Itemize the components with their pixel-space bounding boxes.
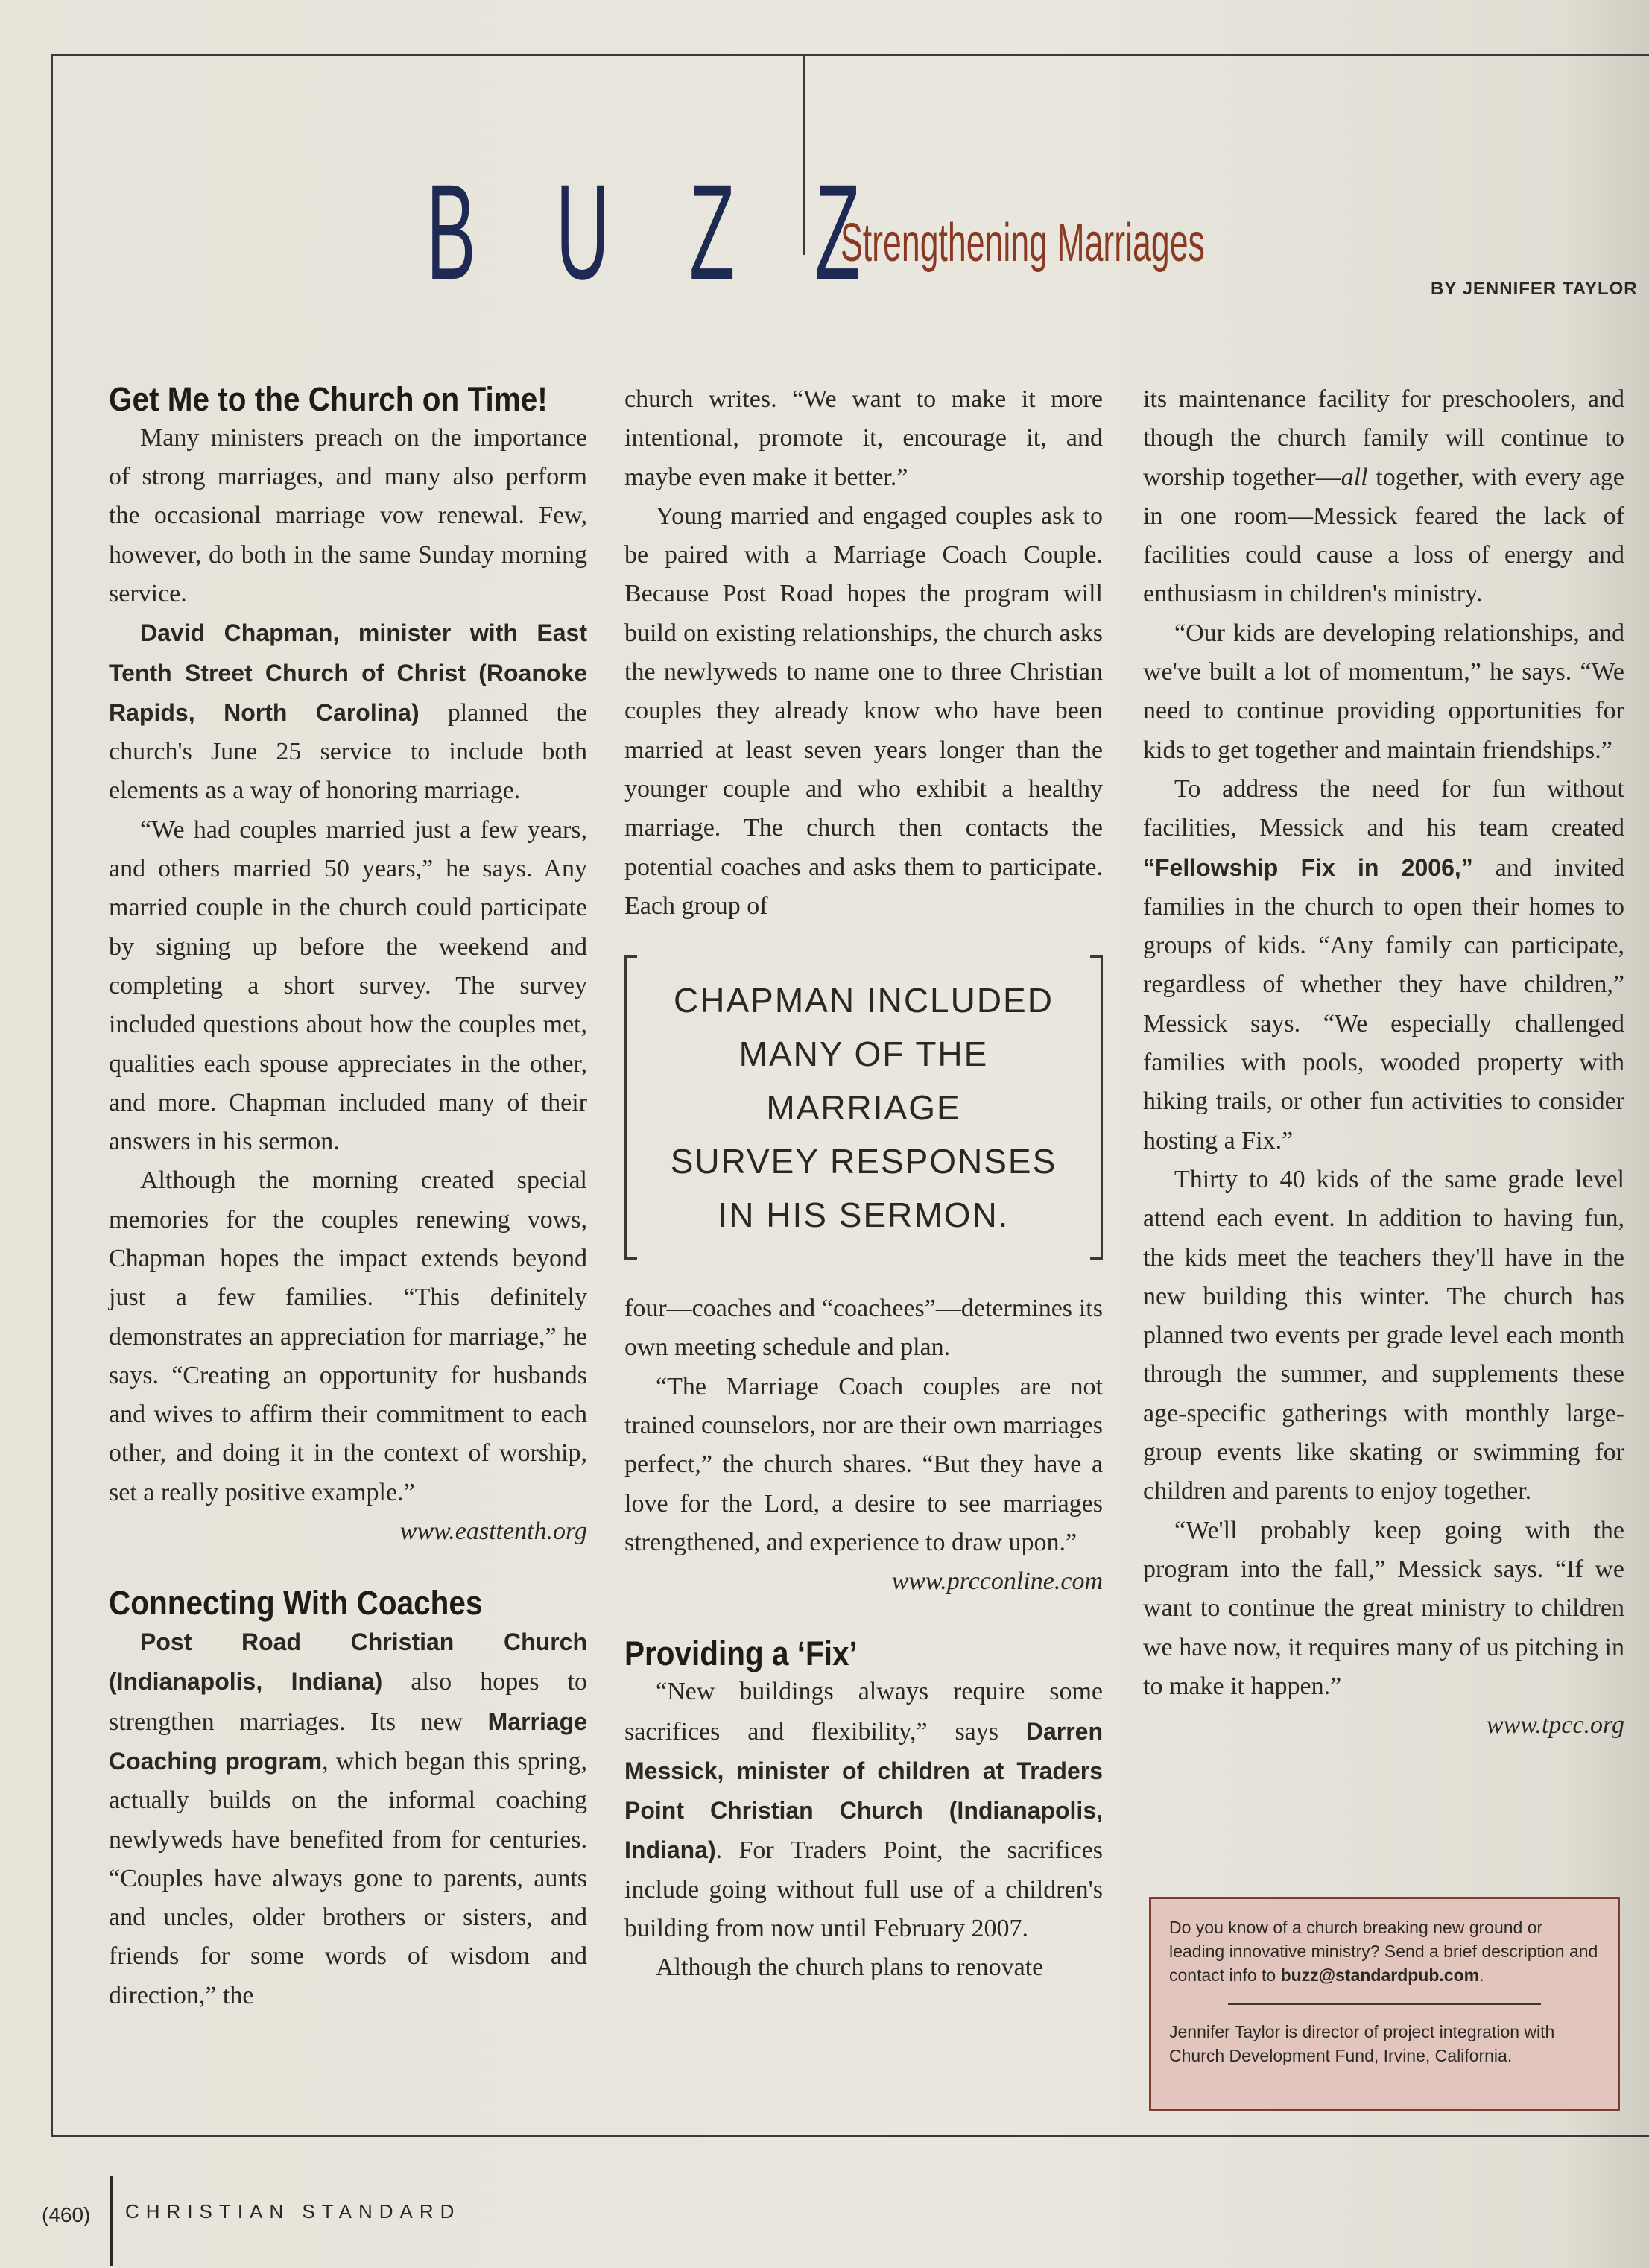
bold-text: Post Road Christian Church (Indianapolis, Indiana) — [109, 1629, 587, 1696]
article-heading: Providing a ‘Fix’ — [624, 1634, 858, 1672]
paragraph: Although the morning created special memories for the couples renewing vows, Chapman hopes the impact extends beyond just a few families. “This definitely demonstrates an appreciation for marriage,” he says. “Creating an opportunity for husbands and wives to affirm their commitment to each other, and doing it in the context of worship, set a really positive example.” — [109, 1166, 587, 1506]
pull-quote-line: IN HIS SERMON. — [718, 1195, 1010, 1235]
paragraph: Many ministers preach on the importance of strong marriages, and many also perform the occasional marriage vow renewal. Few, however, do both in the same Sunday morning service. — [109, 423, 587, 607]
pull-quote-line: CHAPMAN INCLUDED — [674, 981, 1054, 1020]
author-bio: Jennifer Taylor is director of project integration with Church Development Fund, Irvine, California. — [1169, 2022, 1555, 2065]
info-box — [1149, 1897, 1620, 2111]
paragraph — [109, 613, 587, 810]
paragraph: Although the church plans to renovate — [656, 1953, 1044, 1982]
text: To address the need for fun without facilities, Messick and his team created — [1143, 774, 1624, 842]
paragraph: church writes. “We want to make it more intentional, promote it, encourage it, and maybe even make it better.” — [624, 385, 1103, 491]
paragraph: Young married and engaged couples ask to be paired with a Marriage Coach Couple. Because Post Road hopes the program will build on existing relationships, the church asks the newlyweds to name one to three Christian couples they already know who have been married at least seven years longer than the younger couple and who exhibit a healthy marriage. The church then contacts the potential coaches and asks them to participate. Each group of — [624, 502, 1103, 920]
text: also hopes to strengthen marriages. Its new — [109, 1668, 587, 1736]
text: . For Traders Point, the sacrifices include going without full use of a children's building from now until February 2007. — [624, 1836, 1103, 1943]
paragraph — [1143, 380, 1624, 614]
column-1 — [109, 380, 587, 2015]
footer-divider — [110, 2176, 113, 2266]
section-title: B U Z Z — [426, 156, 890, 308]
divider — [1228, 2003, 1541, 2005]
byline: BY JENNIFER TAYLOR — [1431, 279, 1638, 299]
section-subtitle: Strengthening Marriages — [841, 213, 1205, 273]
bold-text: Darren Messick, minister of children at Traders Point Christian Church (Indianapolis, Indiana) — [624, 1717, 1103, 1864]
paragraph: “Our kids are developing relationships, and we've built a lot of momentum,” he says. “We need to continue providing opportunities for kids to get together and maintain friendships.” — [1143, 619, 1624, 764]
paragraph: “We had couples married just a few years, and others married 50 years,” he says. Any married couple in the church could participate by signing up before the weekend and completing a short survey. The survey included questions about how the couples met, qualities each spouse appreciates in the other, and more. Chapman included many of their answers in his sermon. — [109, 815, 587, 1156]
text: and invited families in the church to open their homes to groups of kids. “Any family can participate, regardless of whether they have children,” Messick says. “We especially challenged families with pools, wooded property with hiking trails, or other fun activities to consider hosting a Fix.” — [1143, 853, 1624, 1154]
paragraph: “We'll probably keep going with the program into the fall,” Messick says. “If we want to continue the great ministry to children we have now, it requires many of us pitching in to make it happen.” — [1143, 1516, 1624, 1700]
text: Do you know of a church breaking new ground or leading innovative ministry? Send a brief description and contact info to — [1169, 1918, 1598, 1985]
bold-text: “Fellowship Fix in 2006,” — [1143, 853, 1473, 881]
paragraph — [1143, 770, 1624, 1160]
website-link[interactable]: www.easttenth.org — [399, 1517, 587, 1546]
page-number: (460) — [42, 2203, 91, 2226]
article-heading: Get Me to the Church on Time! — [109, 380, 548, 418]
info-box-text — [1169, 1915, 1600, 1987]
paragraph: four—coaches and “coachees”—determines its own meeting schedule and plan. — [624, 1295, 1103, 1362]
italic-text: all — [1341, 463, 1368, 491]
text: “New buildings always require some sacrifices and flexibility,” says — [624, 1678, 1103, 1746]
pull-quote-line: SURVEY RESPONSES — [670, 1142, 1057, 1181]
article-heading: Connecting With Coaches — [109, 1584, 483, 1623]
text: its maintenance facility for preschoolers, and though the church family will continue to worship together— — [1143, 385, 1624, 491]
paragraph — [624, 1672, 1103, 1948]
pull-quote — [624, 955, 1103, 1260]
text: planned the church's June 25 service to include both elements as a way of honoring marriage. — [109, 698, 587, 805]
text: , which began this spring, actually builds on the informal coaching newlyweds have benefited from for centuries. “Couples have always gone to parents, aunts and uncles, older brothers or sisters, and friends for some words of wisdom and direction,” the — [109, 1748, 587, 2009]
paragraph — [109, 1623, 587, 2015]
text: . — [1479, 1965, 1484, 1985]
magazine-name: CHRISTIAN STANDARD — [125, 2200, 461, 2223]
column-2 — [624, 380, 1103, 1988]
paragraph: Thirty to 40 kids of the same grade level attend each event. In addition to having fun, the kids meet the teachers they'll have in the new building this winter. The church has planned two events per grade level each month through the summer, and supplements these age-specific gatherings with monthly large-group events like skating or swimming for children and parents to enjoy together. — [1143, 1165, 1624, 1506]
pull-quote-line: MANY OF THE MARRIAGE — [738, 1035, 989, 1128]
bold-text: Marriage Coaching program — [109, 1708, 587, 1775]
email-link[interactable]: buzz@standardpub.com — [1280, 1965, 1480, 1985]
paragraph: “The Marriage Coach couples are not trained counselors, nor are their own marriages perfect,” the church shares. “But they have a love for the Lord, a desire to see marriages strengthened, and experience to draw upon.” — [624, 1372, 1103, 1556]
bold-text: David Chapman, minister with East Tenth Street Church of Christ (Roanoke Rapids, North Carolina) — [109, 619, 587, 726]
column-3 — [1143, 380, 1624, 1745]
text: together, with every age in one room—Messick feared the lack of facilities could cause a loss of energy and enthusiasm in children's ministry. — [1143, 463, 1625, 608]
website-link[interactable]: www.tpcc.org — [1486, 1711, 1624, 1740]
website-link[interactable]: www.prcconline.com — [891, 1567, 1103, 1596]
